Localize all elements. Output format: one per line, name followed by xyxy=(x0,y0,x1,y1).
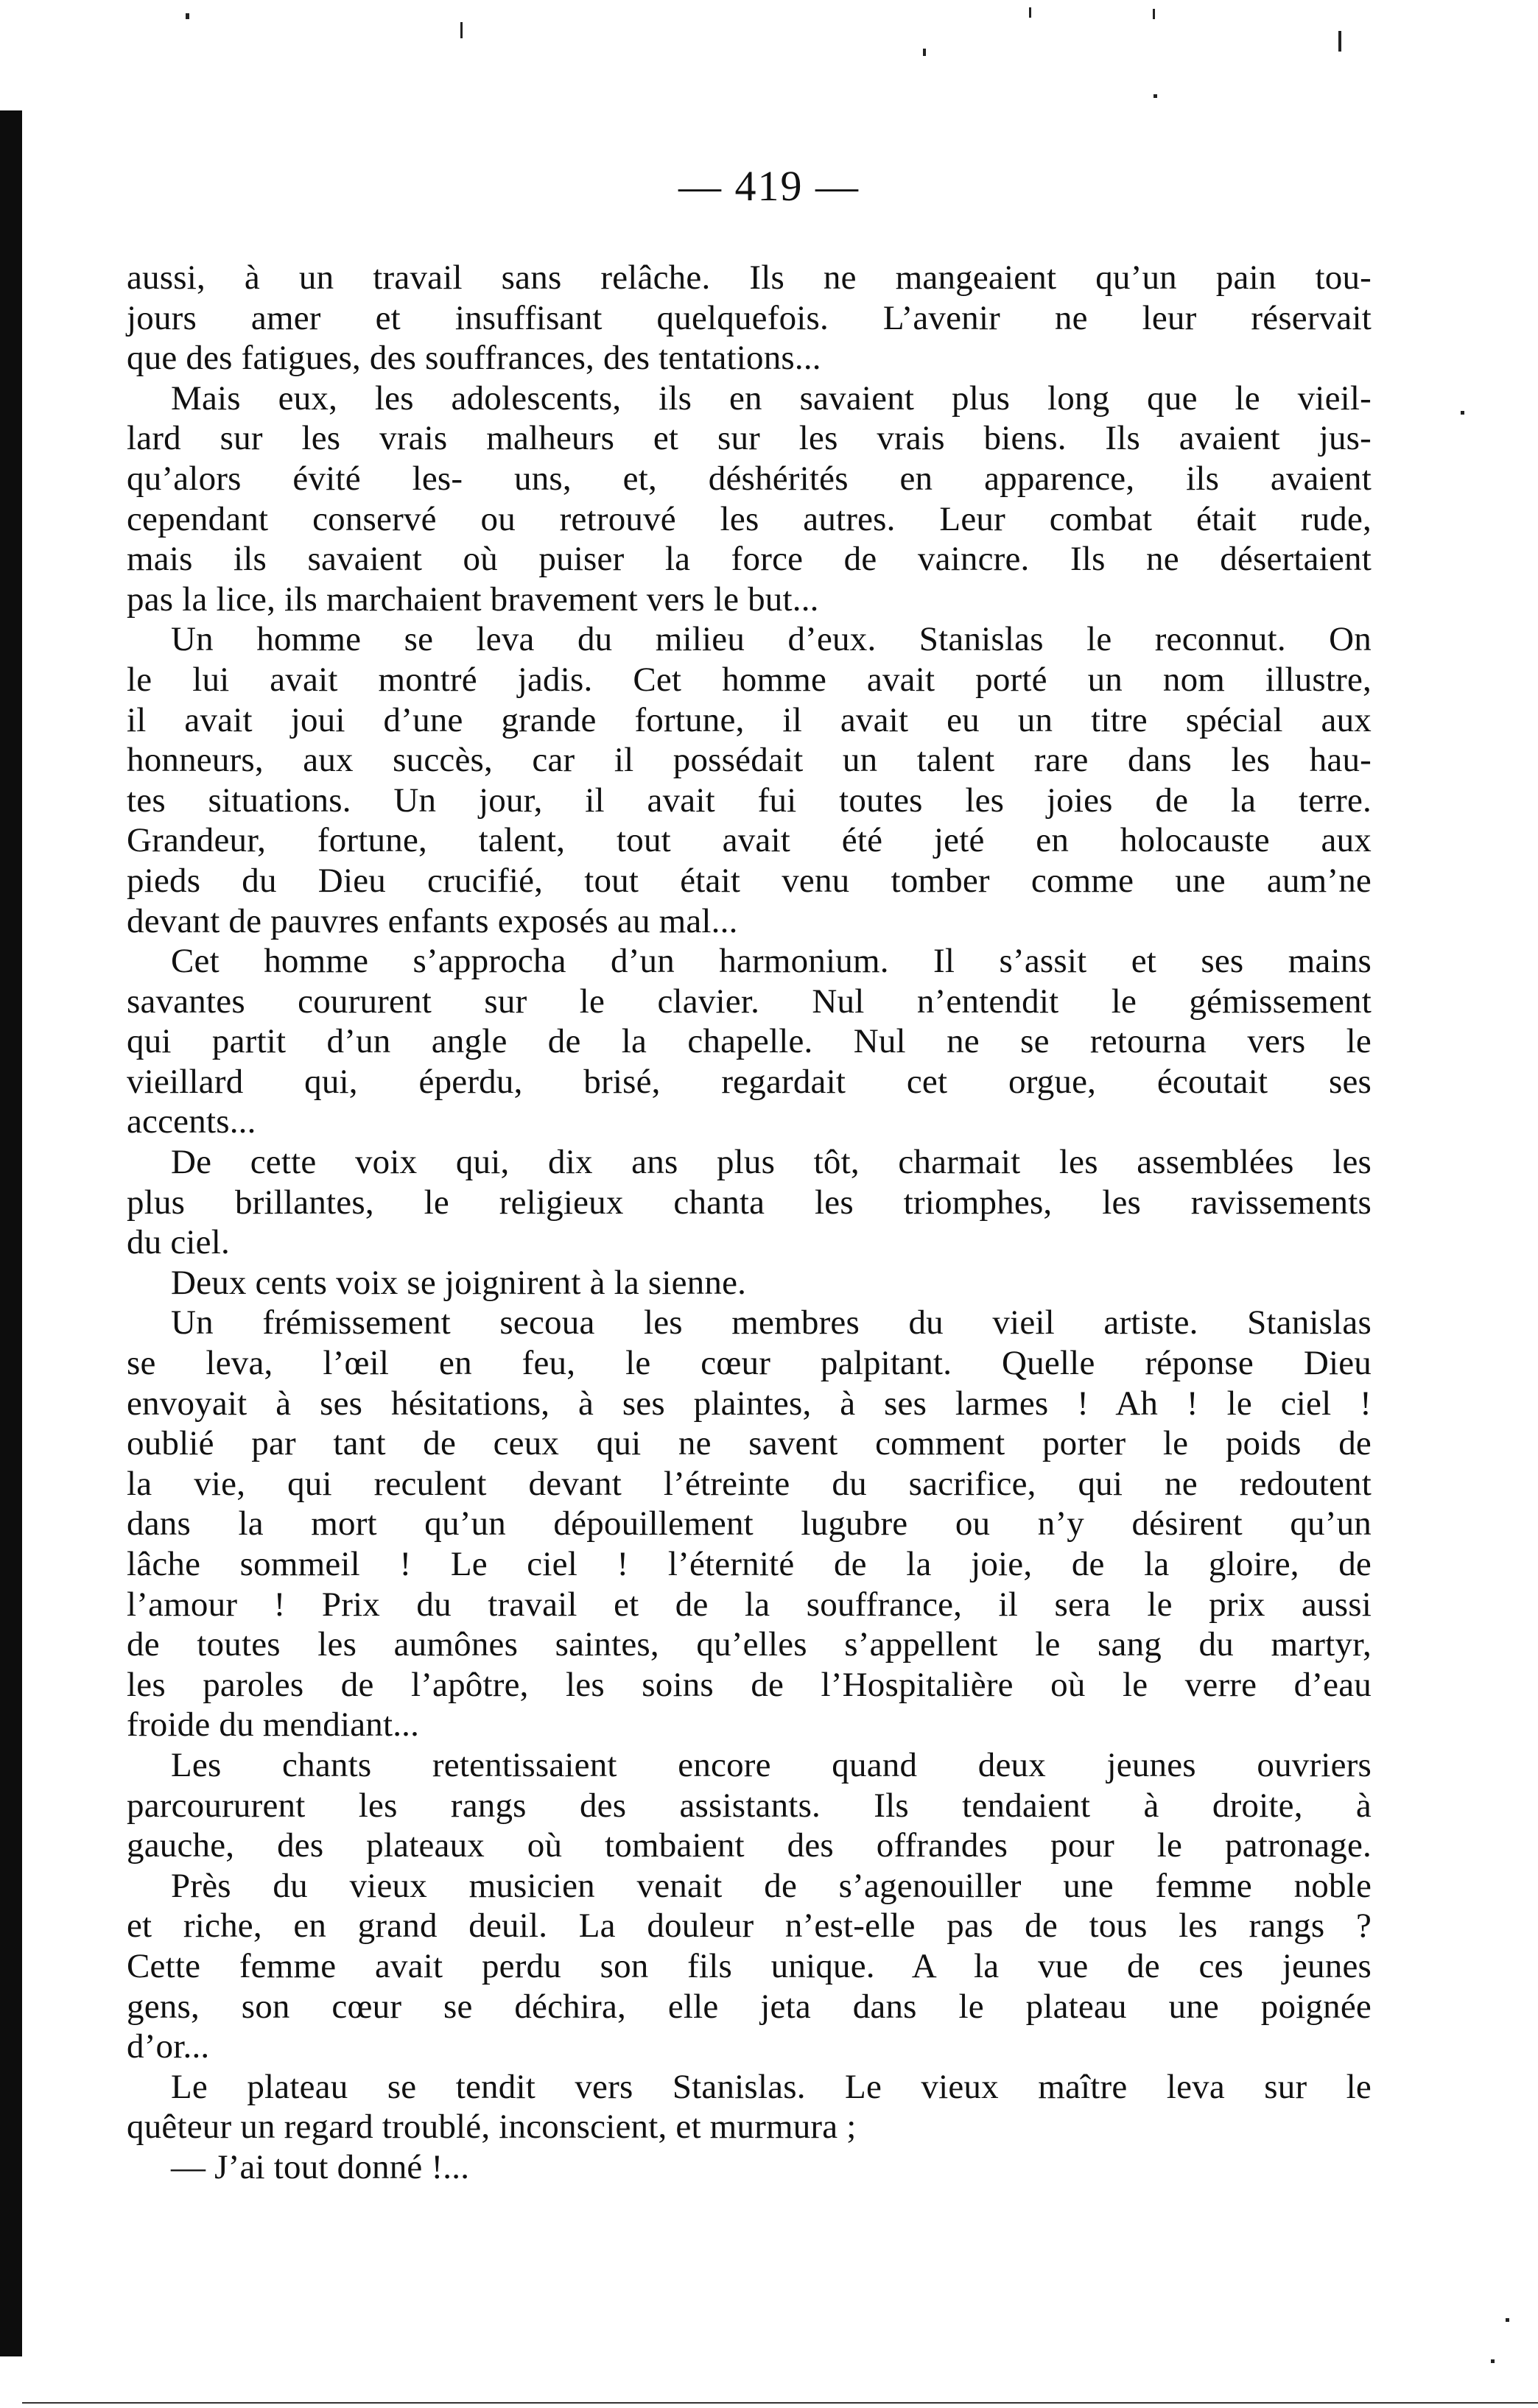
print-speck xyxy=(923,49,926,56)
text-line: Grandeur, fortune, talent, tout avait été jeté en holocauste aux xyxy=(127,821,1372,860)
text-line: Mais eux, les adolescents, ils en savaient plus long que le vieil- xyxy=(171,379,1372,418)
text-line: tes situations. Un jour, il avait fui toutes les joies de la terre. xyxy=(127,781,1372,820)
text-line: dans la mort qu’un dépouillement lugubre ou n’y désirent qu’un xyxy=(127,1504,1372,1543)
print-speck xyxy=(1153,9,1155,19)
text-line: cependant conservé ou retrouvé les autres. Leur combat était rude, xyxy=(127,499,1372,538)
book-spine-shadow xyxy=(0,110,22,2356)
text-line: parcoururent les rangs des assistants. Ils tendaient à droite, à xyxy=(127,1786,1372,1825)
text-line: d’or... xyxy=(127,2027,210,2066)
print-speck xyxy=(1338,31,1341,52)
text-line: l’amour ! Prix du travail et de la souffrance, il sera le prix aussi xyxy=(127,1585,1372,1624)
text-line: mais ils savaient où puiser la force de vaincre. Ils ne désertaient xyxy=(127,540,1372,579)
text-line: se leva, l’œil en feu, le cœur palpitant. Quelle réponse Dieu xyxy=(127,1344,1372,1383)
text-line: lard sur les vrais malheurs et sur les vrais biens. Ils avaient jus- xyxy=(127,419,1372,458)
text-line: De cette voix qui, dix ans plus tôt, charmait les assemblées les xyxy=(171,1143,1372,1182)
text-line: devant de pauvres enfants exposés au mal... xyxy=(127,901,738,940)
text-line: Cet homme s’approcha d’un harmonium. Il s’assit et ses mains xyxy=(171,942,1372,981)
text-line: Un homme se leva du milieu d’eux. Stanislas le reconnut. On xyxy=(171,620,1372,659)
print-speck xyxy=(460,22,463,38)
page-bottom-edge xyxy=(22,2402,1538,2404)
text-line: pas la lice, ils marchaient bravement vers le but... xyxy=(127,580,819,619)
text-line: oublié par tant de ceux qui ne savent comment porter le poids de xyxy=(127,1424,1372,1463)
text-line: savantes coururent sur le clavier. Nul n’entendit le gémissement xyxy=(127,982,1372,1021)
print-speck xyxy=(1491,2359,1495,2363)
text-line: vieillard qui, éperdu, brisé, regardait cet orgue, écoutait ses xyxy=(127,1062,1372,1101)
text-line: — J’ai tout donné !... xyxy=(171,2147,470,2186)
text-line: envoyait à ses hésitations, à ses plaintes, à ses larmes ! Ah ! le ciel ! xyxy=(127,1384,1372,1423)
text-line: jours amer et insuffisant quelquefois. L’avenir ne leur réservait xyxy=(127,298,1372,337)
text-line: Les chants retentissaient encore quand deux jeunes ouvriers xyxy=(171,1745,1372,1784)
text-line: Le plateau se tendit vers Stanislas. Le vieux maître leva sur le xyxy=(171,2067,1372,2106)
text-line: Cette femme avait perdu son fils unique. A la vue de ces jeunes xyxy=(127,1946,1372,1985)
text-line: les paroles de l’apôtre, les soins de l’Hospitalière où le verre d’eau xyxy=(127,1665,1372,1704)
text-line: qui partit d’un angle de la chapelle. Nul ne se retourna vers le xyxy=(127,1022,1372,1061)
print-speck xyxy=(1506,2318,1509,2322)
text-line: gauche, des plateaux où tombaient des offrandes pour le patronage. xyxy=(127,1826,1372,1865)
print-speck xyxy=(186,13,189,19)
text-line: et riche, en grand deuil. La douleur n’est-elle pas de tous les rangs ? xyxy=(127,1907,1372,1946)
print-speck xyxy=(1461,411,1464,415)
text-line: froide du mendiant... xyxy=(127,1705,420,1745)
text-body xyxy=(127,258,1372,2188)
text-line: gens, son cœur se déchira, elle jeta dans le plateau une poignée xyxy=(127,1987,1372,2026)
text-line: honneurs, aux succès, car il possédait un talent rare dans les hau- xyxy=(127,741,1372,780)
text-line: que des fatigues, des souffrances, des tentations... xyxy=(127,339,821,378)
print-speck xyxy=(1154,94,1157,98)
text-line: accents... xyxy=(127,1102,256,1141)
text-line: qu’alors évité les- uns, et, déshérités en apparence, ils avaient xyxy=(127,459,1372,498)
text-line: Près du vieux musicien venait de s’agenouiller une femme noble xyxy=(171,1866,1372,1905)
text-line: de toutes les aumônes saintes, qu’elles s’appellent le sang du martyr, xyxy=(127,1625,1372,1664)
text-line: pieds du Dieu crucifié, tout était venu tomber comme une aum’ne xyxy=(127,861,1372,900)
text-line: Un frémissement secoua les membres du vieil artiste. Stanislas xyxy=(171,1303,1372,1342)
print-speck xyxy=(1029,7,1031,18)
text-line: quêteur un regard troublé, inconscient, et murmura ; xyxy=(127,2108,857,2147)
text-line: il avait joui d’une grande fortune, il avait eu un titre spécial aux xyxy=(127,700,1372,739)
text-line: lâche sommeil ! Le ciel ! l’éternité de la joie, de la gloire, de xyxy=(127,1545,1372,1583)
page-number: — 419 — xyxy=(678,162,860,210)
text-line: la vie, qui reculent devant l’étreinte du sacrifice, qui ne redoutent xyxy=(127,1464,1372,1503)
text-line: le lui avait montré jadis. Cet homme avait porté un nom illustre, xyxy=(127,660,1372,699)
text-line: plus brillantes, le religieux chanta les triomphes, les ravissements xyxy=(127,1183,1372,1222)
text-line: du ciel. xyxy=(127,1223,230,1262)
text-line: Deux cents voix se joignirent à la sienne. xyxy=(171,1263,747,1302)
text-line: aussi, à un travail sans relâche. Ils ne mangeaient qu’un pain tou- xyxy=(127,258,1372,297)
